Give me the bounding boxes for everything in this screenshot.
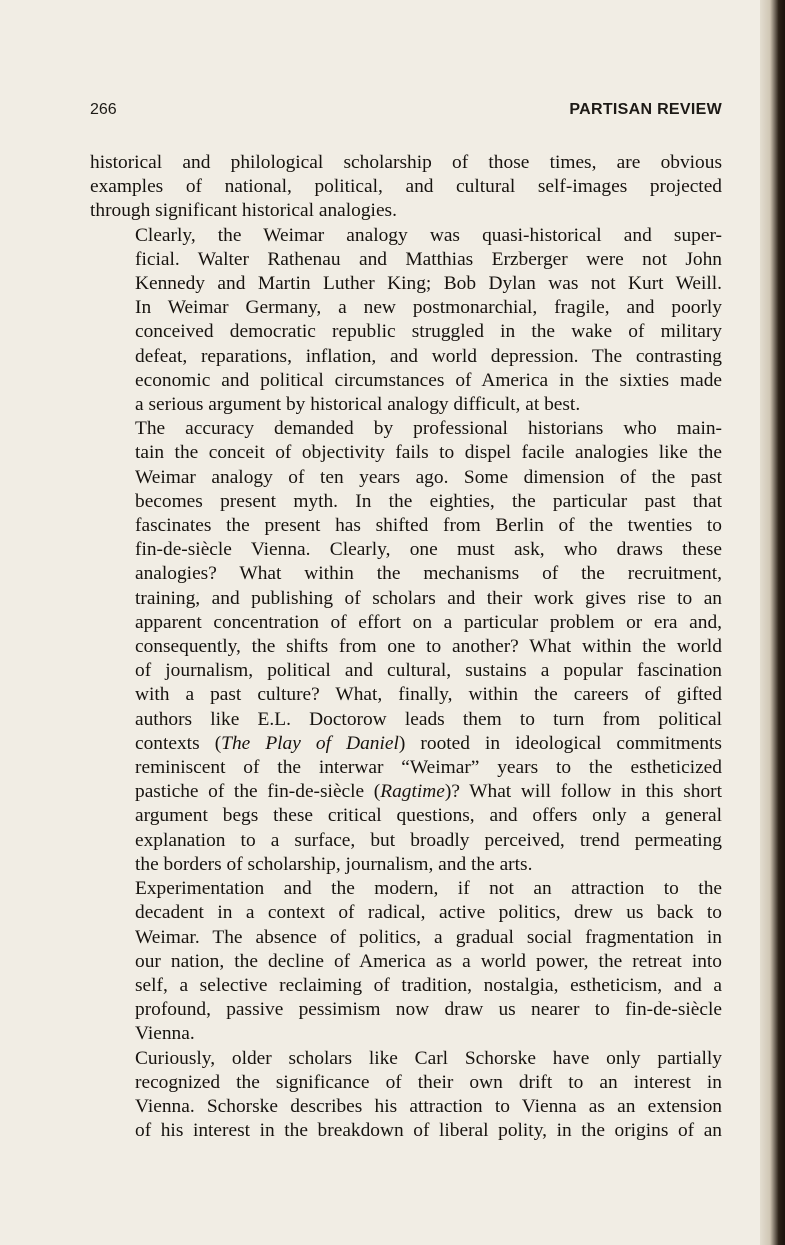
text-fragment: )? What will follow in this short — [444, 781, 722, 803]
text-line: self, a selective reclaiming of tradition, nostalgia, estheticism, and a — [135, 974, 722, 996]
text-line — [90, 780, 722, 804]
text-line: argument begs these critical questions, and offers only a general — [135, 805, 722, 827]
text-line: ficial. Walter Rathenau and Matthias Erzberger were not John — [135, 248, 722, 270]
text-line: economic and political circumstances of America in the sixties made — [135, 369, 722, 391]
text-line: recognized the significance of their own drift to an interest in — [135, 1071, 722, 1093]
text-line: conceived democratic republic struggled in the wake of military — [135, 321, 722, 343]
text-line: Weimar. The absence of politics, a gradual social fragmentation in — [135, 926, 722, 948]
page-edge-shadow — [760, 0, 785, 1245]
text-fragment: ) rooted in ideological commitments — [398, 732, 722, 754]
book-title-the-play-of-daniel: The Play of Daniel — [221, 732, 399, 754]
body-text — [90, 151, 722, 1143]
text-line: through significant historical analogies. — [90, 200, 397, 222]
paragraph-4 — [90, 877, 722, 1046]
text-line: Clearly, the Weimar analogy was quasi-historical and super- — [135, 224, 722, 246]
text-line: Vienna. Schorske describes his attraction to Vienna as an extension — [135, 1095, 722, 1117]
text-line: authors like E.L. Doctorow leads them to turn from political — [135, 708, 722, 730]
text-line: Weimar analogy of ten years ago. Some dimension of the past — [135, 466, 722, 488]
paragraph-5 — [90, 1047, 722, 1144]
text-line: with a past culture? What, finally, within the careers of gifted — [135, 684, 722, 706]
text-line: consequently, the shifts from one to another? What within the world — [135, 636, 722, 658]
text-line: The accuracy demanded by professional historians who main- — [135, 418, 722, 440]
running-head: PARTISAN REVIEW — [569, 101, 722, 118]
text-line: Kennedy and Martin Luther King; Bob Dylan was not Kurt Weill. — [135, 273, 722, 295]
text-line: fascinates the present has shifted from Berlin of the twenties to — [135, 515, 722, 537]
text-line: a serious argument by historical analogy difficult, at best. — [135, 394, 581, 416]
text-line: decadent in a context of radical, active politics, drew us back to — [135, 902, 722, 924]
text-line: the borders of scholarship, journalism, and the arts. — [135, 853, 533, 875]
text-line: tain the conceit of objectivity fails to dispel facile analogies like the — [135, 442, 722, 464]
text-line: analogies? What within the mechanisms of the recruitment, — [135, 563, 722, 585]
text-line — [90, 732, 722, 756]
text-line: defeat, reparations, inflation, and world depression. The contrasting — [135, 345, 722, 367]
text-line: our nation, the decline of America as a world power, the retreat into — [135, 950, 722, 972]
text-line: Experimentation and the modern, if not an attraction to the — [135, 878, 722, 900]
text-line: becomes present myth. In the eighties, the particular past that — [135, 490, 722, 512]
book-title-ragtime: Ragtime — [380, 781, 445, 803]
page-number: 266 — [90, 101, 117, 118]
text-line: of journalism, political and cultural, sustains a popular fascination — [135, 660, 722, 682]
paragraph-3 — [90, 417, 722, 877]
text-line: In Weimar Germany, a new postmonarchial, fragile, and poorly — [135, 297, 722, 319]
text-fragment: pastiche of the fin-de-siècle ( — [135, 781, 381, 803]
text-line: historical and philological scholarship of those times, are obvious — [90, 152, 722, 173]
text-line: explanation to a surface, but broadly perceived, trend permeating — [135, 829, 722, 851]
text-line: Vienna. — [135, 1023, 195, 1045]
page-header — [90, 101, 722, 121]
text-line: training, and publishing of scholars and their work gives rise to an — [135, 587, 722, 609]
text-line: fin-de-siècle Vienna. Clearly, one must ask, who draws these — [135, 539, 722, 561]
text-line: of his interest in the breakdown of liberal polity, in the origins of an — [135, 1120, 722, 1142]
text-line: Curiously, older scholars like Carl Schorske have only partially — [135, 1047, 722, 1069]
text-fragment: contexts ( — [135, 732, 222, 754]
paragraph-2 — [90, 224, 722, 418]
text-line: profound, passive pessimism now draw us nearer to fin-de-siècle — [135, 999, 722, 1021]
text-line: reminiscent of the interwar “Weimar” years to the estheticized — [135, 757, 722, 779]
text-line: apparent concentration of effort on a particular problem or era and, — [135, 611, 722, 633]
text-line: examples of national, political, and cultural self-images projected — [90, 176, 722, 198]
paragraph-1 — [90, 151, 722, 224]
